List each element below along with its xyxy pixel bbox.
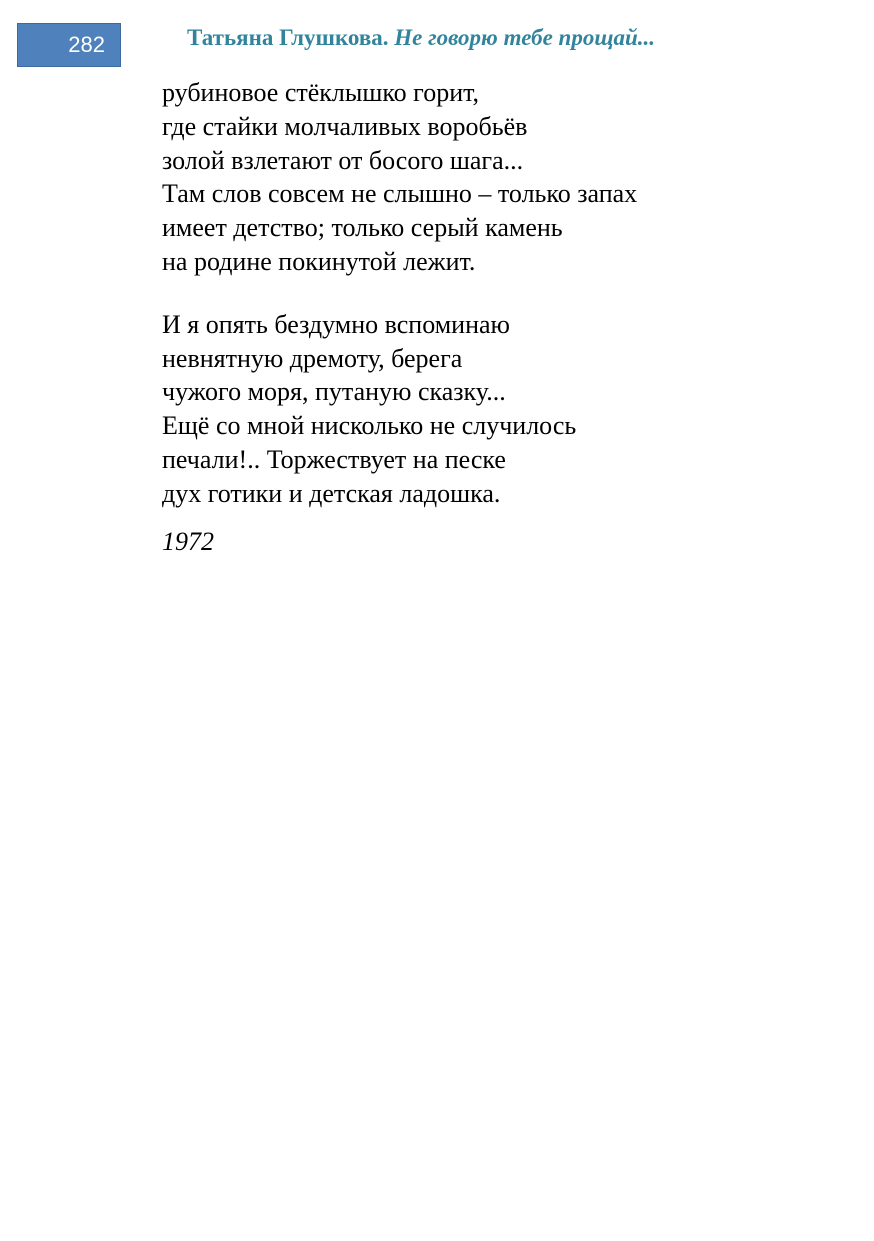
poem-line: имеет детство; только серый камень: [162, 213, 563, 243]
poem-year: 1972: [162, 527, 214, 556]
page-number-box: [17, 23, 121, 67]
header-title: Не говорю тебе прощай...: [394, 25, 656, 50]
poem-line: дух готики и детская ладошка.: [162, 478, 501, 508]
poem-line: И я опять бездумно вспоминаю: [162, 309, 510, 339]
poem-text: [162, 76, 637, 511]
poem-line: золой взлетают от босого шага...: [162, 145, 524, 175]
header-author: Татьяна Глушкова.: [187, 25, 389, 50]
poem-line: невнятную дремоту, берега: [162, 343, 463, 373]
poem-line: чужого моря, путаную сказку...: [162, 377, 506, 407]
poem-line: Там слов совсем не слышно – только запах: [162, 179, 638, 209]
page-number: 282: [68, 32, 105, 57]
poem-line: на родине покинутой лежит.: [162, 246, 476, 276]
stanza-1: [162, 76, 637, 279]
stanza-2: [162, 308, 637, 511]
poem-line: рубиновое стёклышко горит,: [162, 78, 480, 107]
poem-line: где стайки молчаливых воробьёв: [162, 111, 528, 141]
poem-line: печали!.. Торжествует на песке: [162, 444, 506, 474]
poem-line: Ещё со мной нисколько не случилось: [162, 411, 577, 441]
running-header: [187, 25, 655, 51]
